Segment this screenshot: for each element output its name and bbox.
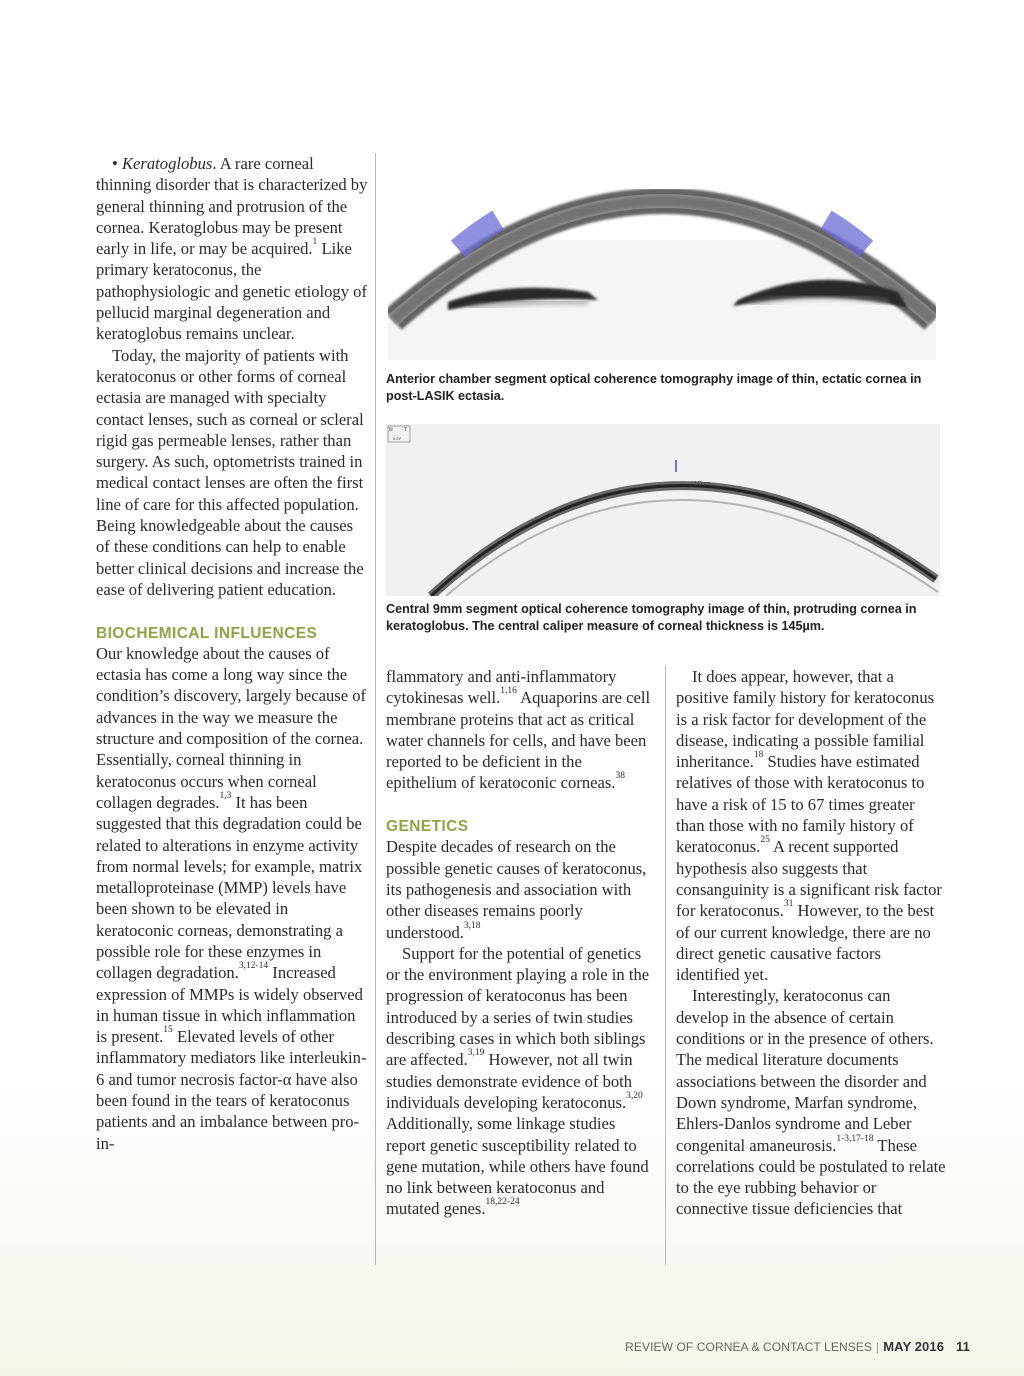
citation: 18,22-24 <box>485 1197 520 1208</box>
figure-1-caption: Anterior chamber segment optical coherence tomography image of thin, ectatic cornea in post-LASIK ectasia. <box>386 372 922 403</box>
caliper-label: 145 µm <box>694 481 711 487</box>
citation: 38 <box>615 771 625 782</box>
citation: 3,12-14 <box>238 961 269 972</box>
column-2 <box>386 666 656 1220</box>
oct-keratoglobus-image <box>386 424 940 596</box>
biochemical-paragraph: Our knowledge about the causes of ectasia has come a long way since the condition’s discovery, largely because of advances in the way we measure the structure and composition of the cornea. Essentially, corneal thinning in keratoconus occurs when corneal collagen degrades.$^{1,3}$ It has been suggested that this degradation could be related to alterations in enzyme activity from normal levels; for example, matrix metalloproteinase (MMP) levels have been shown to be elevated in keratoconic corneas, demonstrating a possible role for these enzymes in collagen degradation.$^{3,12-14}$ Increased expression of MMPs is widely observed in human tissue in which inflammation is present.$^{15}$ Elevated levels of other inflammatory mediators like interleukin-6 and tumor necrosis factor-α have also been found in the tears of keratoconus patients and an imbalance between pro-in- <box>96 643 367 1153</box>
citation: 1 <box>312 237 318 248</box>
figure-1-oct-image <box>388 152 936 360</box>
associations-paragraph: Interestingly, keratoconus can develop in the absence of certain conditions or in the presence of others. The medical literature documents associations between the disorder and Down syndrome, Marfan syndrome, Ehlers-Danlos syndrome and Leber congenital amaneurosis.$^{1-3,17-18}$ These correlations could be postulated to relate to the eye rubbing behavior or connective tissue deficiencies that <box>676 986 946 1219</box>
column-rule-2 <box>665 666 666 1265</box>
genetics-heading: GENETICS <box>386 818 469 836</box>
citation: 25 <box>760 835 770 846</box>
twin-studies-paragraph: Support for the potential of genetics or the environment playing a role in the progression of keratoconus has been introduced by a series of twin studies describing cases in which both siblings are affected.$^{3,19}$ However, not all twin studies demonstrate evidence of both individuals developing keratoconus.$^{3,20}$ Additionally, some linkage studies report genetic susceptibility related to gene mutation, while others have found no link between keratoconus and mutated genes.$^{18,22-24}$ <box>386 943 650 1219</box>
figure-2-caption: Central 9mm segment optical coherence tomography image of thin, protruding cornea in keratoglobus. The central caliper measure of corneal thickness is 145µm. <box>386 602 917 633</box>
orientation-n-label: N <box>389 427 393 433</box>
footer-separator: | <box>876 1340 880 1354</box>
oct-post-lasik-ectasia-image <box>388 152 936 360</box>
citation: 15 <box>163 1025 173 1036</box>
citation: 3,20 <box>626 1090 643 1101</box>
citation: 18 <box>753 750 764 761</box>
family-history-paragraph: It does appear, however, that a positive family history for keratoconus is a risk factor for development of the disease, indicating a possible familial inheritance.$^{18}$ Studies have estimated relatives of those with keratoconus to have a risk of 15 to 67 times greater than those with no family history of keratoconus.$^{25}$ A recent supported hypothesis also suggests that consanguinity is a significant risk factor for keratoconus.$^{31}$ However, to the best of our current knowledge, there are no direct genetic causative factors identified yet. <box>676 667 942 985</box>
page-footer <box>625 1339 970 1354</box>
citation: 31 <box>783 899 794 910</box>
page-number: 11 <box>956 1339 970 1354</box>
bullet: • <box>112 154 118 173</box>
keratoglobus-term: Keratoglobus <box>121 154 213 173</box>
biochemical-heading: BIOCHEMICAL INFLUENCES <box>96 624 318 642</box>
figure-2-oct-image <box>386 424 940 596</box>
column-rule-1 <box>375 153 376 1265</box>
citation: 1,16 <box>500 686 517 697</box>
orientation-t-label: T <box>404 427 408 433</box>
issue-date: MAY 2016 <box>883 1339 945 1354</box>
today-paragraph: Today, the majority of patients with keratoconus or other forms of corneal ectasia are managed with specialty contact lenses, such as corneal or scleral rigid gas permeable lenses, rather than surgery. As such, optometrists trained in medical contact lenses are often the first line of care for this affected population. Being knowledgeable about the causes of these conditions can help to enable better clinical decisions and increase the ease of delivering patient education. <box>96 345 364 599</box>
cytokine-paragraph: flammatory and anti-inflammatory cytokinesas well.$^{1,16}$ Aquaporins are cell membrane proteins that act as critical water channels for cells, and have been reported to be deficient in the epithelium of keratoconic corneas.$^{38}$ <box>386 667 651 793</box>
column-1 <box>96 153 368 1154</box>
genetics-paragraph: Despite decades of research on the possible genetic causes of keratoconus, its pathogenesis and association with other diseases remains poorly understood.$^{3,18}$ <box>386 837 647 942</box>
citation: 3,18 <box>463 920 481 931</box>
scale-label: 0.2Y <box>393 436 402 441</box>
citation: 1-3,17-18 <box>836 1133 874 1144</box>
citation: 3,19 <box>467 1048 485 1059</box>
keratoglobus-paragraph: • Keratoglobus. A rare corneal thinning disorder that is characterized by general thinning and protrusion of the cornea. Keratoglobus may be present early in life, or may be acquired.$^1$ Like primary keratoconus, the pathophysiologic and genetic etiology of pellucid marginal degeneration and keratoglobus remains unclear. <box>96 154 368 344</box>
citation: 1,3 <box>219 790 232 801</box>
column-3 <box>676 666 946 1220</box>
journal-name: REVIEW OF CORNEA & CONTACT LENSES <box>625 1340 873 1354</box>
